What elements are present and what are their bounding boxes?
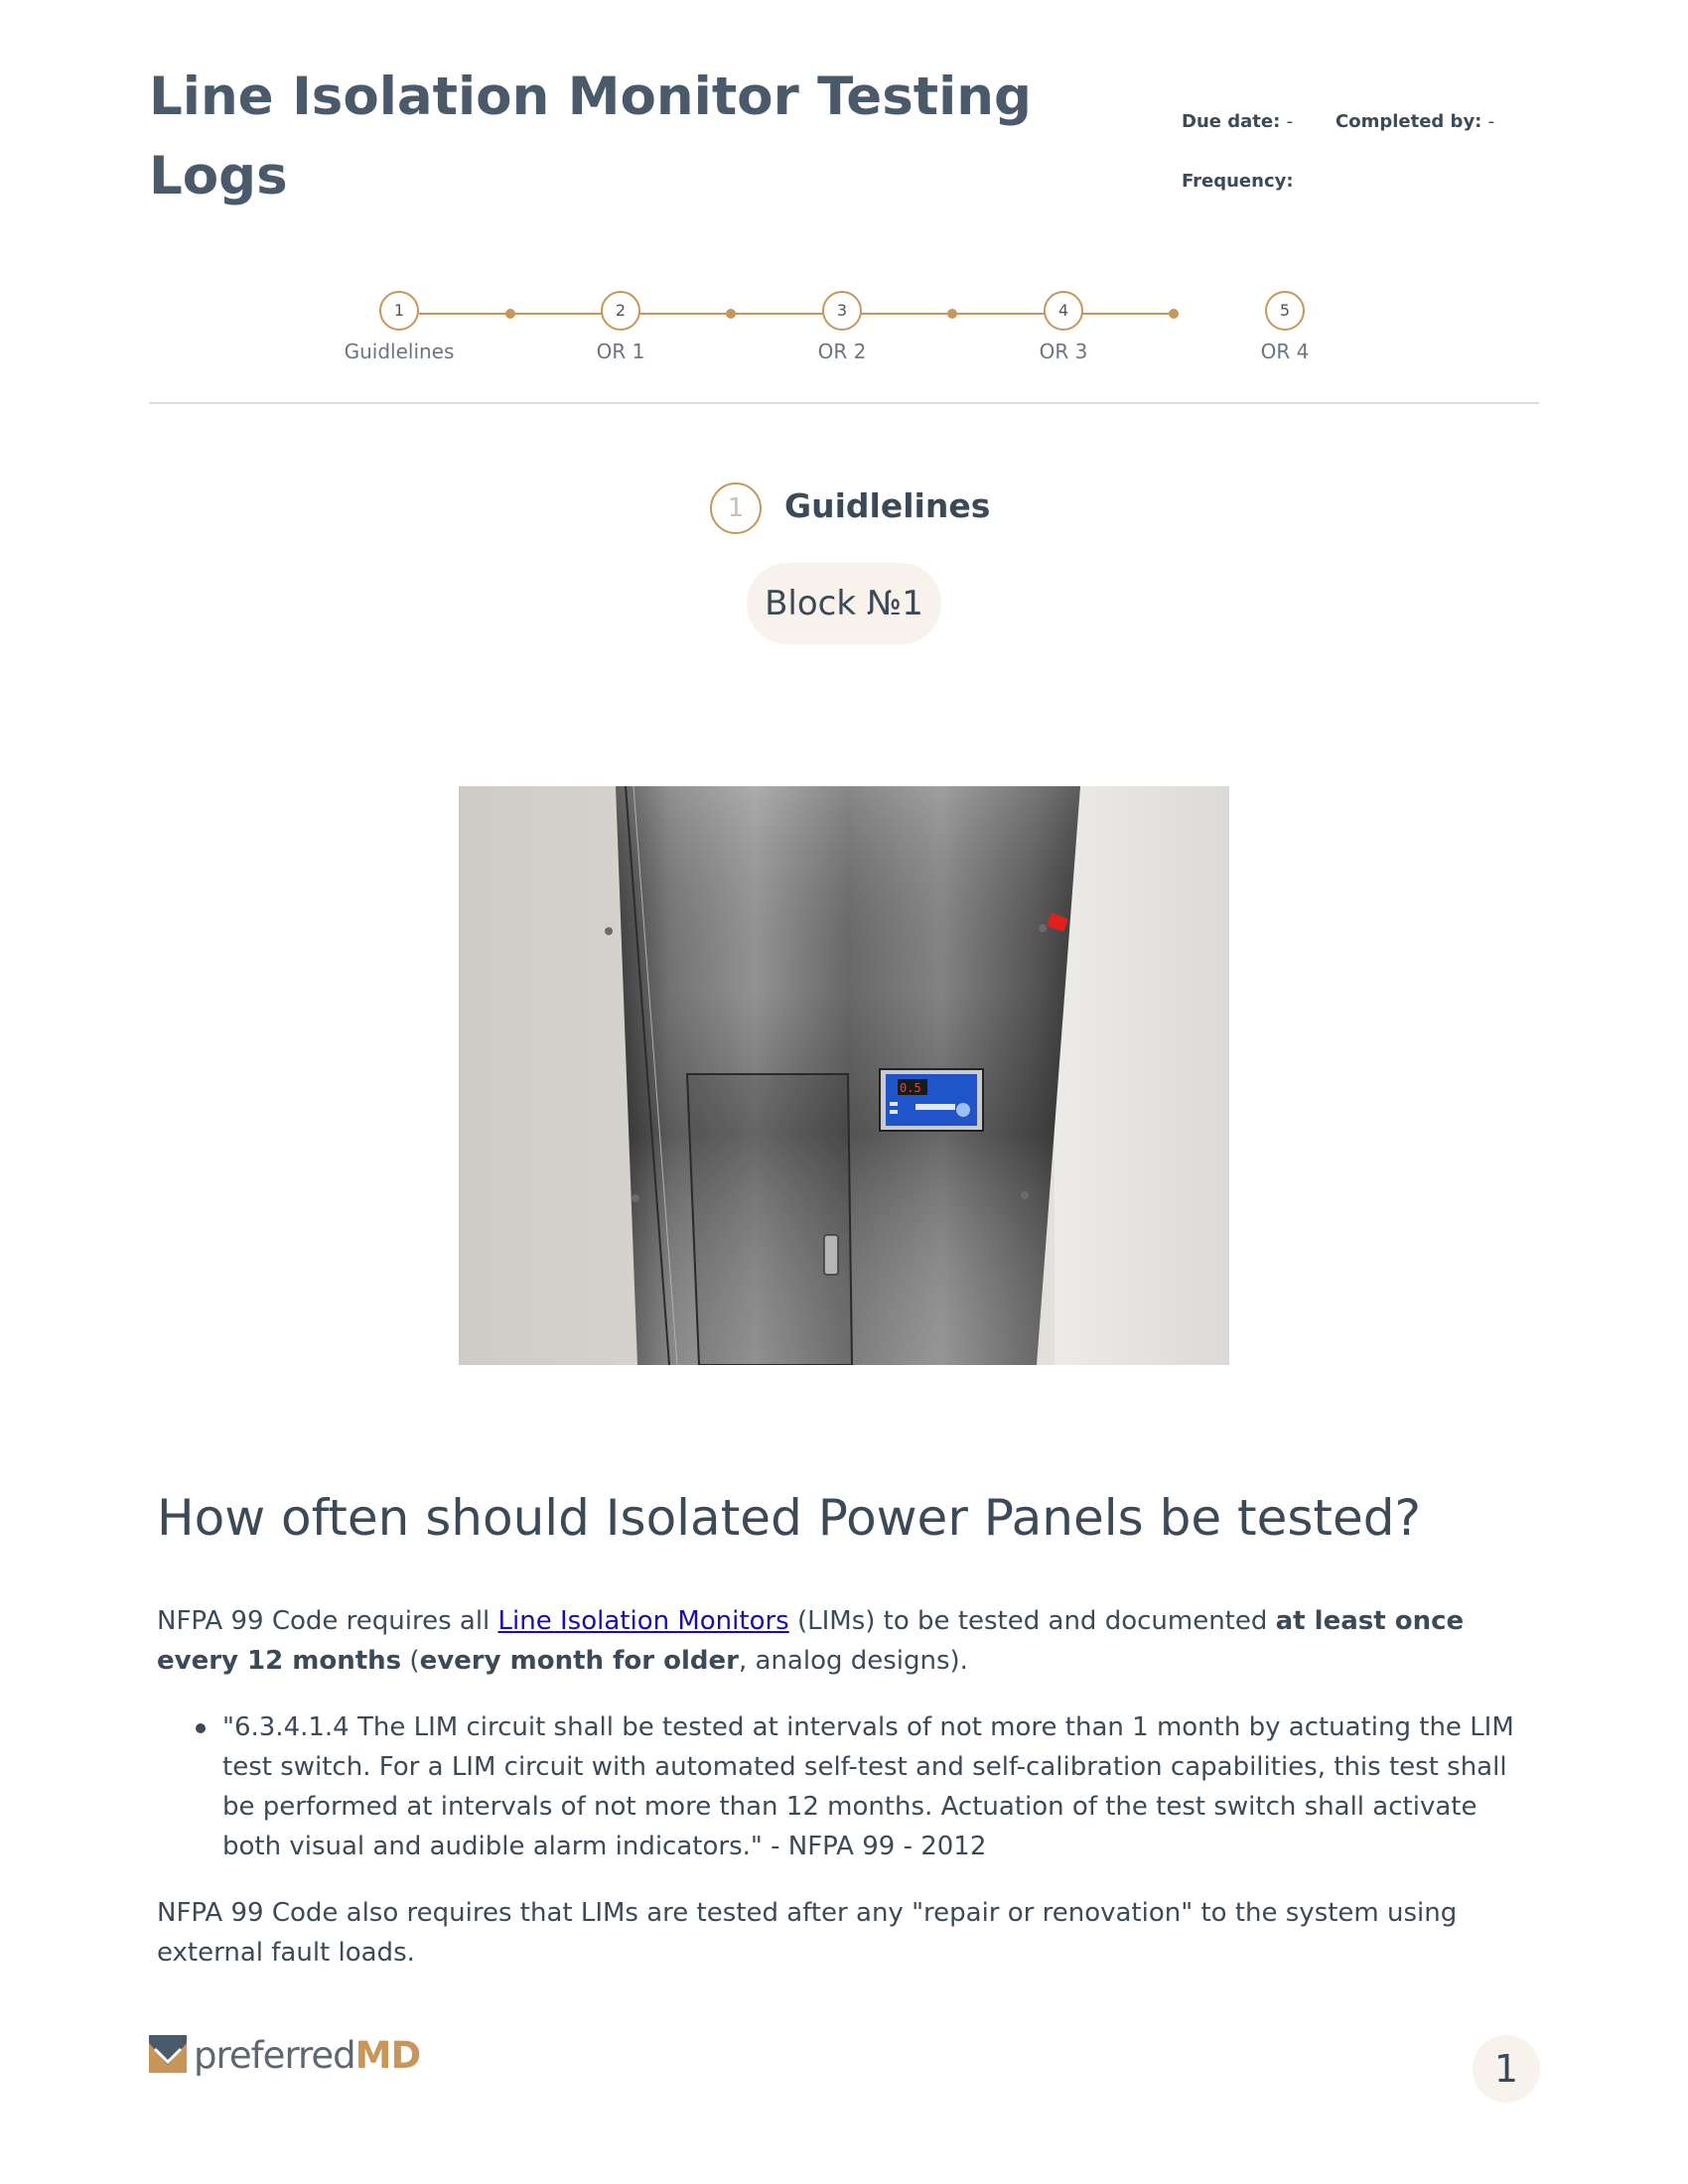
step-2-circle[interactable]: 2 bbox=[601, 291, 640, 331]
due-date bbox=[1182, 111, 1293, 132]
step-1-circle[interactable]: 1 bbox=[379, 291, 419, 331]
p1-bold-2: every month for older bbox=[419, 1646, 739, 1676]
section-number-badge: 1 bbox=[710, 482, 762, 534]
logo-text-md: MD bbox=[354, 2034, 421, 2077]
page-number: 1 bbox=[1473, 2035, 1540, 2103]
step-1-label[interactable]: Guidlelines bbox=[344, 340, 455, 363]
stepper-dot bbox=[505, 309, 515, 319]
paragraph-requirements bbox=[157, 1601, 1547, 1681]
due-date-value: - bbox=[1286, 111, 1294, 132]
frequency bbox=[1182, 171, 1294, 192]
document-title: Line Isolation Monitor Testing Logs bbox=[149, 67, 1032, 206]
section-title: Guidlelines bbox=[784, 486, 991, 525]
completed-by bbox=[1336, 111, 1494, 132]
p1-bold-1: at least once every 12 months bbox=[157, 1606, 1465, 1676]
header-divider bbox=[149, 402, 1539, 404]
step-2-label[interactable]: OR 1 bbox=[596, 340, 645, 363]
preferredmd-logo bbox=[149, 2032, 421, 2078]
panel-photo bbox=[459, 786, 1229, 1365]
step-4-circle[interactable]: 4 bbox=[1044, 291, 1083, 331]
logo-check-icon bbox=[149, 2035, 189, 2075]
p1-text-2: (LIMs) to be tested and documented bbox=[797, 1606, 1268, 1636]
completed-by-label: Completed by: bbox=[1336, 111, 1482, 132]
completed-by-value: - bbox=[1487, 111, 1495, 132]
logo-text-preferred: preferred bbox=[194, 2034, 355, 2077]
p1-text-1: NFPA 99 Code requires all bbox=[157, 1606, 491, 1636]
p1-text-4: , analog designs). bbox=[738, 1646, 968, 1676]
content-heading: How often should Isolated Power Panels be tested? bbox=[157, 1489, 1422, 1547]
progress-stepper bbox=[338, 288, 1311, 377]
bullet-marker bbox=[196, 1723, 206, 1733]
p1-text-3: ( bbox=[409, 1646, 420, 1676]
step-3-label[interactable]: OR 2 bbox=[817, 340, 867, 363]
monitor-reading: 0.5 bbox=[900, 1081, 921, 1095]
stepper-dot bbox=[726, 309, 736, 319]
step-5-circle[interactable]: 5 bbox=[1265, 291, 1305, 331]
due-date-label: Due date: bbox=[1182, 111, 1281, 132]
lim-link[interactable]: Line Isolation Monitors bbox=[497, 1606, 789, 1636]
logo-text bbox=[194, 2034, 420, 2077]
stepper-dot bbox=[1169, 309, 1179, 319]
frequency-label: Frequency: bbox=[1182, 171, 1294, 192]
paragraph-renovation: NFPA 99 Code also requires that LIMs are tested after any "repair or renovation" to the system using external fault loads. bbox=[157, 1898, 1458, 1968]
stepper-dot bbox=[947, 309, 957, 319]
nfpa-quote-bullet: "6.3.4.1.4 The LIM circuit shall be tested at intervals of not more than 1 month by actuating the LIM test switch. For a LIM circuit with automated self-test and self-calibration capabilities, this test shall be performed at intervals of not more than 12 months. Actuation of the test switch shall activate both visual and audible alarm indicators." - NFPA 99 - 2012 bbox=[222, 1712, 1514, 1861]
step-5-label[interactable]: OR 4 bbox=[1260, 340, 1310, 363]
block-label-pill: Block №1 bbox=[747, 563, 941, 644]
step-3-circle[interactable]: 3 bbox=[822, 291, 862, 331]
step-4-label[interactable]: OR 3 bbox=[1039, 340, 1088, 363]
